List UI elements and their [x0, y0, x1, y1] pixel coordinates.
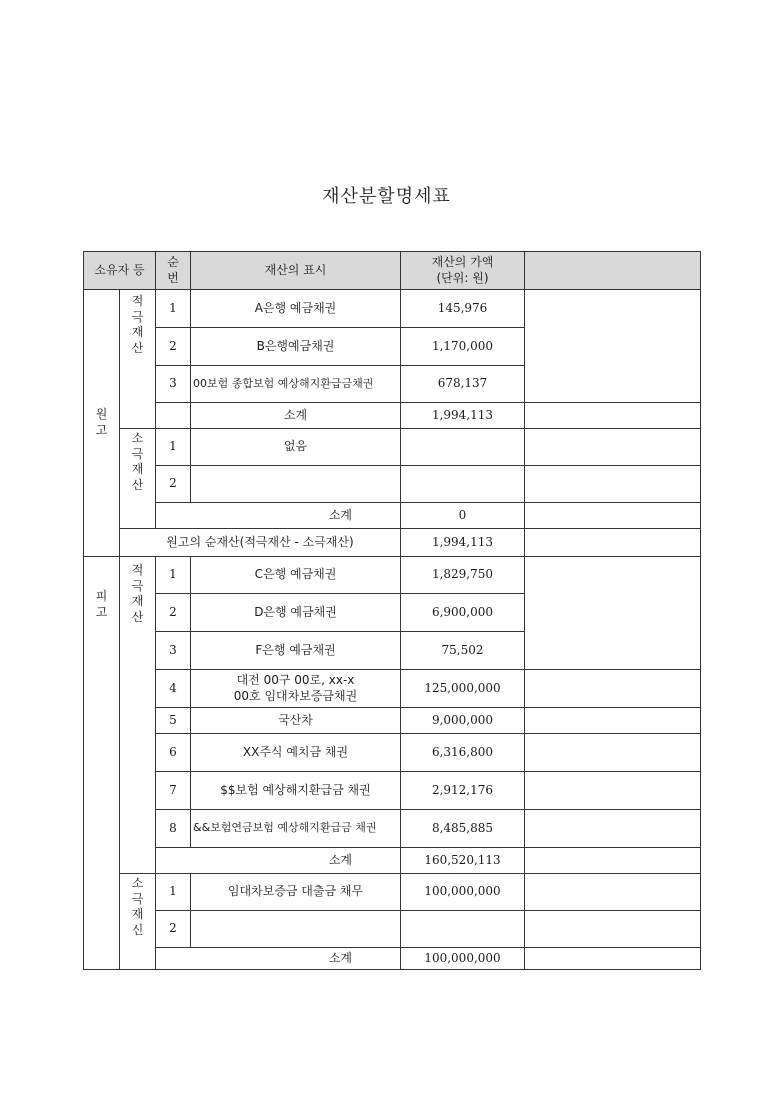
table-row	[84, 557, 701, 594]
subtotal-value: 1,994,113	[401, 403, 525, 429]
header-seq	[156, 252, 191, 290]
seq-cell: 5	[156, 708, 191, 734]
blank-cell	[525, 466, 701, 503]
seq-cell: 3	[156, 632, 191, 670]
value-cell: 2,912,176	[401, 772, 525, 810]
subtotal-row	[84, 948, 701, 970]
category-char: 적	[131, 294, 144, 308]
subtotal-row	[84, 403, 701, 429]
seq-cell: 1	[156, 557, 191, 594]
table-row	[84, 708, 701, 734]
item-cell: 임대차보증금 대출금 채무	[191, 874, 401, 911]
category-char: 소	[131, 431, 144, 445]
seq-cell: 4	[156, 670, 191, 708]
seq-cell: 1	[156, 429, 191, 466]
value-cell	[401, 429, 525, 466]
table-row	[84, 670, 701, 708]
category-char: 재	[131, 462, 144, 477]
table-row	[84, 810, 701, 848]
table-row	[84, 290, 701, 328]
plaintiff-label-char: 원	[95, 407, 108, 422]
value-cell: 678,137	[401, 366, 525, 403]
table-row	[84, 429, 701, 466]
item-cell	[191, 466, 401, 503]
subtotal-label: 소계	[156, 503, 401, 529]
category-char: 극	[131, 446, 144, 461]
subtotal-value: 0	[401, 503, 525, 529]
seq-cell: 8	[156, 810, 191, 848]
category-char: 재	[131, 907, 144, 922]
blank-cell	[525, 772, 701, 810]
subtotal-value: 160,520,113	[401, 848, 525, 874]
category-char: 극	[131, 578, 144, 593]
subtotal-label: 소계	[156, 848, 401, 874]
property-division-table	[83, 251, 701, 970]
blank-cell	[525, 670, 701, 708]
subtotal-label: 소계	[156, 948, 401, 970]
plaintiff-label	[84, 290, 120, 557]
item-cell: XX주식 예치금 채권	[191, 734, 401, 772]
item-cell: &&보험연금보험 예상해지환급금 채권	[191, 810, 401, 848]
defendant-label-char: 고	[95, 604, 108, 619]
subtotal-value: 100,000,000	[401, 948, 525, 970]
value-cell: 6,316,800	[401, 734, 525, 772]
plaintiff-debts-label	[120, 429, 156, 529]
blank-cell	[525, 810, 701, 848]
blank-cell	[525, 557, 701, 670]
blank-cell	[525, 948, 701, 970]
blank-cell	[525, 503, 701, 529]
item-line: 대전 00구 00로, xx-x	[236, 672, 355, 687]
subtotal-label: 소계	[191, 403, 401, 429]
value-cell	[401, 466, 525, 503]
item-cell: F은행 예금채권	[191, 632, 401, 670]
value-cell: 8,485,885	[401, 810, 525, 848]
table-row	[84, 911, 701, 948]
blank-cell	[525, 848, 701, 874]
blank-cell	[525, 734, 701, 772]
subtotal-row	[84, 503, 701, 529]
blank-cell	[525, 708, 701, 734]
header-owner: 소유자 등	[84, 252, 156, 290]
category-char: 극	[131, 309, 144, 324]
value-cell: 100,000,000	[401, 874, 525, 911]
header-value-line1: 재산의 가액	[431, 254, 494, 269]
value-cell: 145,976	[401, 290, 525, 328]
defendant-label-char: 피	[95, 589, 108, 603]
item-cell: 국산차	[191, 708, 401, 734]
category-char: 재	[131, 325, 144, 340]
value-cell: 1,829,750	[401, 557, 525, 594]
category-char: 적	[131, 563, 144, 577]
header-seq-line2: 번	[167, 270, 179, 285]
value-cell: 75,502	[401, 632, 525, 670]
table-row	[84, 874, 701, 911]
blank-cell	[525, 429, 701, 466]
header-row	[84, 252, 701, 290]
category-char: 산	[131, 340, 144, 355]
defendant-debts-label	[120, 874, 156, 970]
net-label: 원고의 순재산(적극재산 - 소극재산)	[120, 529, 401, 557]
seq-cell: 2	[156, 328, 191, 366]
seq-cell: 7	[156, 772, 191, 810]
item-cell: D은행 예금채권	[191, 594, 401, 632]
header-blank	[525, 252, 701, 290]
item-cell	[191, 670, 401, 708]
plaintiff-label-char: 고	[95, 423, 108, 437]
header-value-line2: (단위: 원)	[436, 270, 489, 285]
seq-cell	[156, 403, 191, 429]
item-cell: 00보험 종합보험 예상해지환급금채권	[191, 366, 401, 403]
category-char: 산	[131, 477, 144, 492]
blank-cell	[525, 290, 701, 403]
category-char: 재	[131, 594, 144, 609]
defendant-label	[84, 557, 120, 970]
item-cell: C은행 예금채권	[191, 557, 401, 594]
blank-cell	[525, 403, 701, 429]
category-char: 극	[131, 891, 144, 906]
table-row	[84, 772, 701, 810]
blank-cell	[525, 911, 701, 948]
category-char: 소	[131, 876, 144, 890]
item-cell: B은행예금채권	[191, 328, 401, 366]
value-cell: 9,000,000	[401, 708, 525, 734]
seq-cell: 2	[156, 466, 191, 503]
value-cell: 6,900,000	[401, 594, 525, 632]
defendant-assets-label	[120, 557, 156, 874]
net-row	[84, 529, 701, 557]
net-value: 1,994,113	[401, 529, 525, 557]
category-char: 산	[131, 609, 144, 624]
item-cell: A은행 예금채권	[191, 290, 401, 328]
seq-cell: 2	[156, 594, 191, 632]
seq-cell: 1	[156, 290, 191, 328]
item-cell	[191, 911, 401, 948]
seq-cell: 1	[156, 874, 191, 911]
seq-cell: 2	[156, 911, 191, 948]
value-cell	[401, 911, 525, 948]
plaintiff-assets-label	[120, 290, 156, 429]
value-cell: 125,000,000	[401, 670, 525, 708]
value-cell: 1,170,000	[401, 328, 525, 366]
item-line: 00호 임대차보증금채권	[233, 688, 358, 703]
seq-cell: 6	[156, 734, 191, 772]
item-cell: $$보험 예상해지환급금 채권	[191, 772, 401, 810]
seq-cell: 3	[156, 366, 191, 403]
category-char: 신	[131, 922, 144, 937]
table-row	[84, 466, 701, 503]
item-cell: 없음	[191, 429, 401, 466]
header-value	[401, 252, 525, 290]
blank-cell	[525, 529, 701, 557]
subtotal-row	[84, 848, 701, 874]
blank-cell	[525, 874, 701, 911]
table-row	[84, 734, 701, 772]
page-title: 재산분할명세표	[322, 186, 451, 207]
header-seq-line1: 순	[167, 254, 179, 269]
header-item: 재산의 표시	[191, 252, 401, 290]
